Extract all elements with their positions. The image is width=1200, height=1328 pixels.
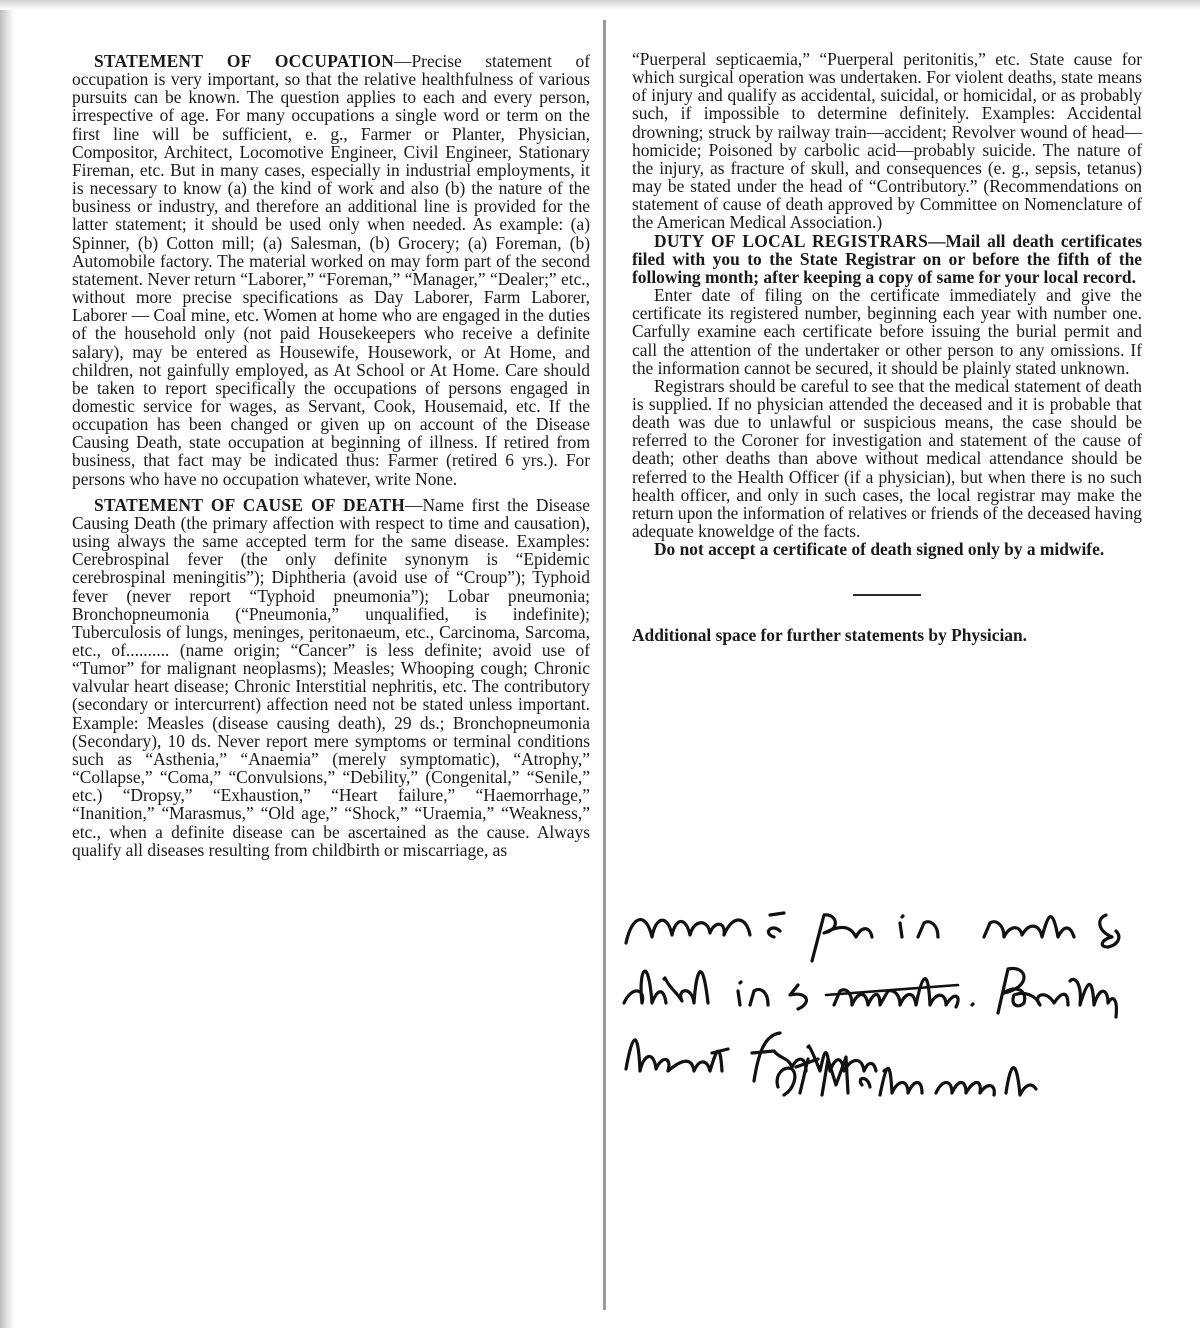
- filing-paragraph: Enter date of filing on the certificate immediately and give the certificate its registered number, beginning each year with number one. Carfully examine each certificate before issuing the burial permit and call the attention of the undertaker or other person to any omissions. If the information cannot be secured, it should be plainly stated unknown.: [632, 285, 1142, 378]
- cause-of-death-body: —Name first the Disease Causing Death (the primary affection with respect to time and causation), using always the same accepted term for the same disease. Examples: Cerebrospinal fever (the only definite synonym is “Epidemic cerebrospinal meningitis”); Diphtheria (avoid use of “Croup”); Typhoid fever (never report “Typhoid pneumonia”); Lobar pneumonia; Bronchopneumonia (“Pneumonia,” unqualified, is indefinite); Tuberculosis of lungs, meninges, peritonaeum, etc., Carcinoma, Sarcoma, etc., of.......... (name origin; “Cancer” is less definite; avoid use of “Tumor” for malignant neoplasms); Measles; Whooping cough; Chronic valvular heart disease; Chronic Interstitial nephritis, etc. The contributory (secondary or intercurrent) affection need not be stated unless important. Example: Measles (disease causing death), 29 ds.; Bronchopneumonia (Secondary), 10 ds. Never report mere symptoms or terminal conditions such as “Asthenia,” “Anaemia” (merely symptomatic), “Atrophy,” “Collapse,” “Coma,” “Convulsions,” “Debility,” (Congenital,” “Senile,” etc.) “Dropsy,” “Exhaustion,” “Heart failure,” “Haemorrhage,” “Inanition,” “Marasmus,” “Old age,” “Shock,” “Uraemia,” “Weakness,” etc., when a definite disease can be ascertained as the cause. Always qualify all diseases resulting from childbirth or miscarriage, as: [72, 494, 590, 860]
- left-column: [72, 52, 590, 859]
- right-column: [632, 50, 1142, 645]
- signature-drawing: [770, 1045, 1040, 1105]
- scan-edge-left: [0, 0, 14, 1328]
- midwife-paragraph: Do not accept a certificate of death signed only by a midwife.: [654, 539, 1105, 560]
- duty-body: —Mail all death certificates filed with you to the State Registrar on or before the fifth of the following month; after keeping a copy of same for your local record.: [632, 230, 1142, 287]
- duty-paragraph: [632, 232, 1142, 286]
- occupation-body: —Precise statement of occupation is very important, so that the relative healthfulness of various pursuits can be known. The question applies to each and every person, irrespective of age. For many occupations a single word or term on the first line will be sufficient, e. g., Farmer or Planter, Physician, Compositor, Architect, Locomotive Engineer, Civil Engineer, Stationary Fireman, etc. But in many cases, especially in industrial employments, it is necessary to know (a) the kind of work and also (b) the nature of the business or industry, and therefore an additional line is provided for the latter statement; it should be used only when needed. As example: (a) Spinner, (b) Cotton mill; (a) Salesman, (b) Grocery; (a) Foreman, (b) Automobile factory. The material worked on may form part of the second statement. Never return “Laborer,” “Foreman,” “Manager,” “Dealer;” etc., without more precise specifications as Day Laborer, Farm Laborer, Laborer — Coal mine, etc. Women at home who are engaged in the duties of the household only (not paid Housekeepers who receive a definite salary), may be entered as Housewife, Housework, or At Home, and children, not gainfully employed, as At School or At Home. Care should be taken to report specifically the occupations of persons engaged in domestic service for wages, as Servant, Cook, Housemaid, etc. If the occupation has been changed or given up on account of the Disease Causing Death, state occupation at beginning of illness. If retired from business, that fact may be indicated thus: Farmer (retired 6 yrs.). For persons who have no occupation whatever, write None.: [72, 51, 590, 489]
- section-divider: [853, 594, 921, 596]
- cause-continuation-paragraph: “Puerperal septicaemia,” “Puerperal peritonitis,” etc. State cause for which surgical operation was undertaken. For violent deaths, state means of injury and qualify as accidental, suicidal, or homicidal, or as probably such, if impossible to determine definitely. Examples: Accidental drowning; struck by railway train—accident; Revolver wound of head—homicide; Poisoned by carbolic acid—probably suicide. The nature of the injury, as fracture of skull, and consequences (e. g., sepsis, tetanus) may be stated under the head of “Contributory.” (Recommendations on statement of cause of death approved by Committee on Nomenclature of the American Medical Association.): [632, 49, 1142, 233]
- registrars-paragraph: Registrars should be careful to see that the medical statement of death is supplied. If no physician attended the deceased and it is probable that death was due to unlawful or suspicious means, the case should be referred to the Coroner for investigation and statement of the cause of death; other deaths than above without medical attendance should be referred to the Health Officer (if a physician), but when there is no such health officer, and only in such cases, the local registrar may make the return upon the information of relatives or friends of the deceased having adequate knoweldge of the facts.: [632, 375, 1142, 542]
- duty-heading: DUTY OF LOCAL REGISTRARS: [654, 230, 929, 251]
- page-gutter: [603, 20, 606, 1310]
- occupation-paragraph: [72, 52, 590, 488]
- additional-space-label: Additional space for further statements by Physician.: [632, 625, 1027, 646]
- cause-of-death-paragraph: [72, 496, 590, 859]
- physician-signature: [770, 1045, 1040, 1105]
- cause-of-death-heading: STATEMENT OF CAUSE OF DEATH: [94, 494, 406, 515]
- scan-edge-top: [0, 0, 1200, 10]
- occupation-heading: STATEMENT OF OCCUPATION: [94, 51, 395, 71]
